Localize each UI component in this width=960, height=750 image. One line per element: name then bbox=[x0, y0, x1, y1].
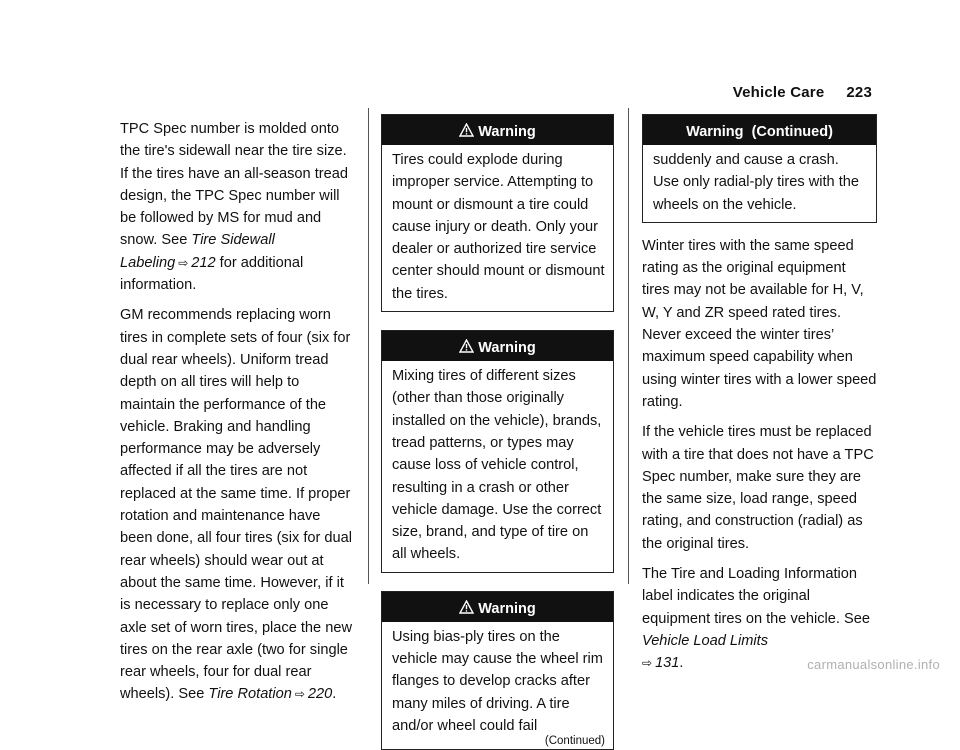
warning-box-mount bbox=[381, 114, 614, 312]
warning-text: Mixing tires of different sizes (other than those originally installed on the vehicle), brands, tread patterns, or types may cause loss of vehicle control, resulting in a crash or other vehicle damage. Use the correct size, brand, and type of tire on all wheels. bbox=[392, 368, 602, 563]
paragraph-tpc-spec: TPC Spec number is molded onto the tire's sidewall near the tire size. If the tires have an all-season tread design, the TPC Spec number will be followed by MS for mud and snow. See Tire Sidewall Labeling ⇨ 212 for additional information. bbox=[120, 121, 348, 294]
page-ref-arrow-icon: ⇨ bbox=[642, 656, 653, 671]
page-ref-arrow-icon: ⇨ bbox=[294, 687, 305, 702]
warning-triangle-icon bbox=[459, 339, 474, 353]
page-ref-number: 212 bbox=[191, 254, 216, 271]
link-tire-sidewall-labeling[interactable]: Tire Sidewall Labeling bbox=[120, 232, 275, 271]
warning-header: Warning bbox=[382, 115, 613, 145]
warning-box-continued bbox=[642, 114, 877, 223]
section-title: Vehicle Care bbox=[732, 84, 825, 101]
column-divider-1 bbox=[368, 108, 369, 584]
warning-triangle-icon bbox=[459, 123, 474, 137]
warning-box-bias-ply bbox=[381, 591, 614, 750]
warning-triangle-icon bbox=[459, 600, 474, 614]
warning-header: Warning bbox=[382, 331, 613, 361]
page-ref-arrow-icon: ⇨ bbox=[178, 255, 189, 270]
warning-box-mixing bbox=[381, 330, 614, 573]
watermark-text: carmanualsonline.info bbox=[807, 657, 940, 672]
paragraph-replace-worn-tires: GM recommends replacing worn tires in complete sets of four (six for dual rear wheels). Uniform tread depth on all tires will help to maintain the performance of the vehicle. Braking and handling performance may be adversely affected if all the tires are not replaced at the same time. If proper rotation and maintenance have been done, all four tires (six for dual rear wheels) should wear out at about the same time. However, if it is necessary to replace only one axle set of worn tires, place the new tires on the rear axle (two for single rear wheels, four for dual rear wheels). See Tire Rotation ⇨ 220. bbox=[120, 307, 353, 703]
paragraph-winter-tires: Winter tires with the same speed rating as the original equipment tires may not be available for H, V, W, Y and ZR speed rated tires. Never exceed the winter tires’ maximum speed capability when using winter tires with a lower speed rating. bbox=[642, 237, 877, 410]
warning-text: suddenly and cause a crash. Use only radial-ply tires with the wheels on the vehicle. bbox=[653, 152, 860, 213]
page-number: 223 bbox=[846, 84, 872, 101]
page-ref-number: 220 bbox=[307, 686, 333, 703]
column-2 bbox=[381, 114, 614, 750]
link-tire-rotation[interactable]: Tire Rotation bbox=[208, 686, 292, 703]
column-3 bbox=[642, 114, 877, 683]
warning-text: Using bias-ply tires on the vehicle may cause the wheel rim flanges to develop cracks after many miles of driving. A tire and/or wheel could fail (Continued) bbox=[392, 628, 605, 748]
warning-header: Warning (Continued) bbox=[643, 115, 876, 145]
page-header bbox=[733, 84, 872, 101]
page-ref-number: 131 bbox=[655, 655, 680, 672]
column-1 bbox=[120, 118, 356, 714]
warning-text: Tires could explode during improper service. Attempting to mount or dismount a tire could cause injury or death. Only your dealer or authorized tire service center should mount or dismount the tires. bbox=[392, 152, 605, 302]
paragraph-loading-label: The Tire and Loading Information label indicates the original equipment tires on the vehicle. See Vehicle Load Limits ⇨ 131. bbox=[642, 566, 870, 672]
column-divider-2 bbox=[628, 108, 629, 584]
continued-label: (Continued) bbox=[544, 735, 605, 748]
link-vehicle-load-limits[interactable]: Vehicle Load Limits bbox=[642, 632, 769, 649]
warning-header: Warning bbox=[382, 592, 613, 622]
paragraph-replacement-tpc: If the vehicle tires must be replaced with a tire that does not have a TPC Spec number, make sure they are the same size, load range, speed rating, and construction (radial) as the original tires. bbox=[642, 424, 874, 552]
